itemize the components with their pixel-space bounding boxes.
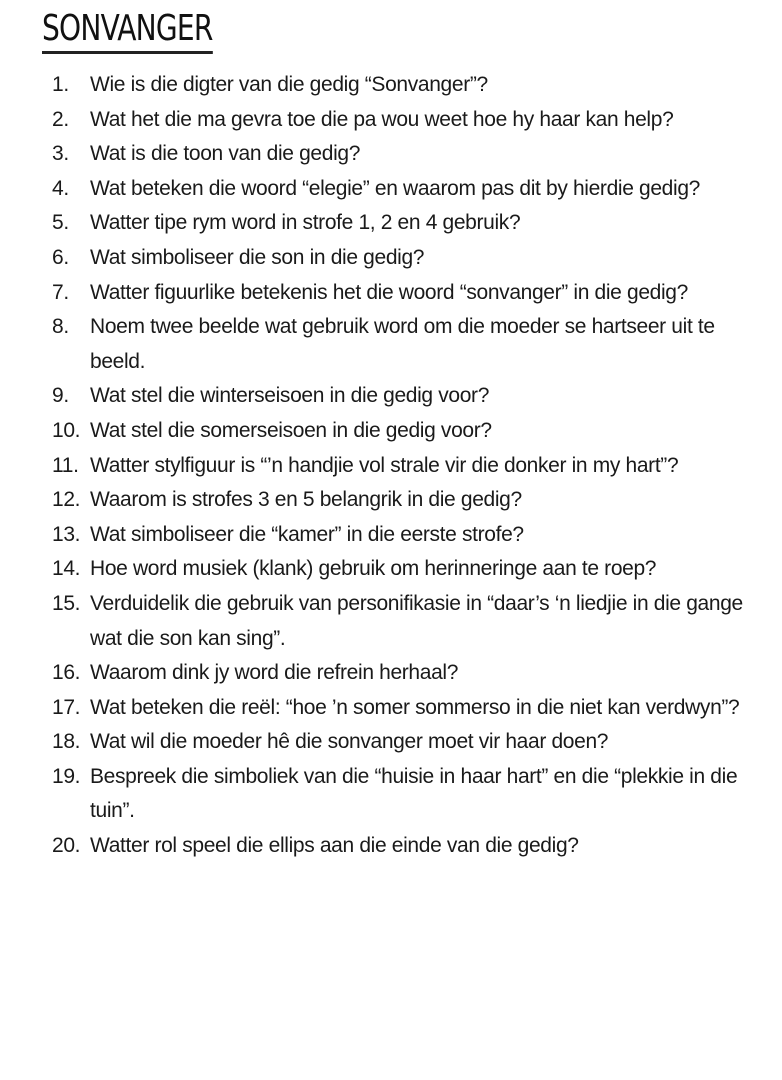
- question-item: [0, 206, 782, 241]
- question-number: 2.: [52, 107, 69, 131]
- question-text: Watter tipe rym word in strofe 1, 2 en 4 gebruik?: [90, 211, 521, 235]
- question-number: 17.: [52, 695, 81, 719]
- question-item: [0, 483, 782, 518]
- question-item: [0, 172, 782, 207]
- question-text: Verduidelik die gebruik van personifikasie in “daar’s ‘n liedjie in die gange wat die son kan sing”.: [90, 591, 743, 650]
- question-text: Bespreek die simboliek van die “huisie in haar hart” en die “plekkie in die tuin”.: [90, 764, 738, 823]
- question-text: Wat stel die somerseisoen in die gedig voor?: [90, 418, 492, 442]
- question-number: 18.: [52, 730, 81, 754]
- question-number: 20.: [52, 834, 81, 858]
- question-text: Wie is die digter van die gedig “Sonvanger”?: [90, 73, 488, 96]
- question-item: [0, 552, 782, 587]
- question-item: [0, 829, 782, 864]
- question-text: Noem twee beelde wat gebruik word om die moeder se hartseer uit te beeld.: [90, 315, 715, 373]
- question-text: Wat het die ma gevra toe die pa wou weet hoe hy haar kan help?: [90, 107, 674, 131]
- question-text: Watter rol speel die ellips aan die einde van die gedig?: [90, 834, 579, 858]
- question-item: [0, 587, 782, 656]
- question-number: 12.: [52, 488, 81, 512]
- question-item: [0, 137, 782, 172]
- question-number: 9.: [52, 384, 69, 408]
- question-number: 13.: [52, 522, 81, 546]
- question-text: Wat is die toon van die gedig?: [90, 142, 361, 166]
- question-item: [0, 725, 782, 760]
- question-text: Wat simboliseer die son in die gedig?: [90, 245, 425, 269]
- question-item: [0, 760, 782, 829]
- question-text: Wat simboliseer die “kamer” in die eerste strofe?: [90, 522, 524, 546]
- question-number: 14.: [52, 557, 81, 581]
- question-number: 10.: [52, 418, 81, 442]
- question-number: 6.: [52, 245, 69, 269]
- question-item: [0, 449, 782, 484]
- page-title: SONVANGER: [42, 8, 213, 54]
- question-item: [0, 518, 782, 553]
- question-number: 11.: [52, 453, 79, 477]
- question-item: [0, 241, 782, 276]
- question-text: Wat wil die moeder hê die sonvanger moet vir haar doen?: [90, 730, 609, 754]
- question-item: [0, 691, 782, 726]
- question-text: Wat stel die winterseisoen in die gedig voor?: [90, 384, 490, 408]
- question-list: [0, 68, 782, 864]
- question-item: [0, 276, 782, 311]
- question-item: [0, 379, 782, 414]
- question-number: 7.: [52, 280, 69, 304]
- question-number: 19.: [52, 764, 81, 788]
- question-item: [0, 656, 782, 691]
- question-item: [0, 103, 782, 138]
- question-text: Wat beteken die reël: “hoe ’n somer sommerso in die niet kan verdwyn”?: [90, 695, 740, 719]
- question-number: 3.: [52, 142, 69, 166]
- question-item: [0, 68, 782, 103]
- question-text: Watter stylfiguur is “’n handjie vol strale vir die donker in my hart”?: [90, 453, 679, 477]
- question-number: 16.: [52, 661, 81, 685]
- question-text: Wat beteken die woord “elegie” en waarom pas dit by hierdie gedig?: [90, 176, 700, 200]
- question-number: 4.: [52, 176, 69, 200]
- question-number: 8.: [52, 315, 69, 339]
- question-text: Waarom is strofes 3 en 5 belangrik in die gedig?: [90, 488, 522, 512]
- question-item: [0, 414, 782, 449]
- question-text: Waarom dink jy word die refrein herhaal?: [90, 661, 459, 685]
- question-text: Hoe word musiek (klank) gebruik om herinneringe aan te roep?: [90, 557, 657, 581]
- question-number: 1.: [52, 73, 69, 96]
- question-item: [0, 310, 782, 379]
- question-text: Watter figuurlike betekenis het die woord “sonvanger” in die gedig?: [90, 280, 688, 304]
- question-number: 15.: [52, 591, 81, 615]
- question-number: 5.: [52, 211, 69, 235]
